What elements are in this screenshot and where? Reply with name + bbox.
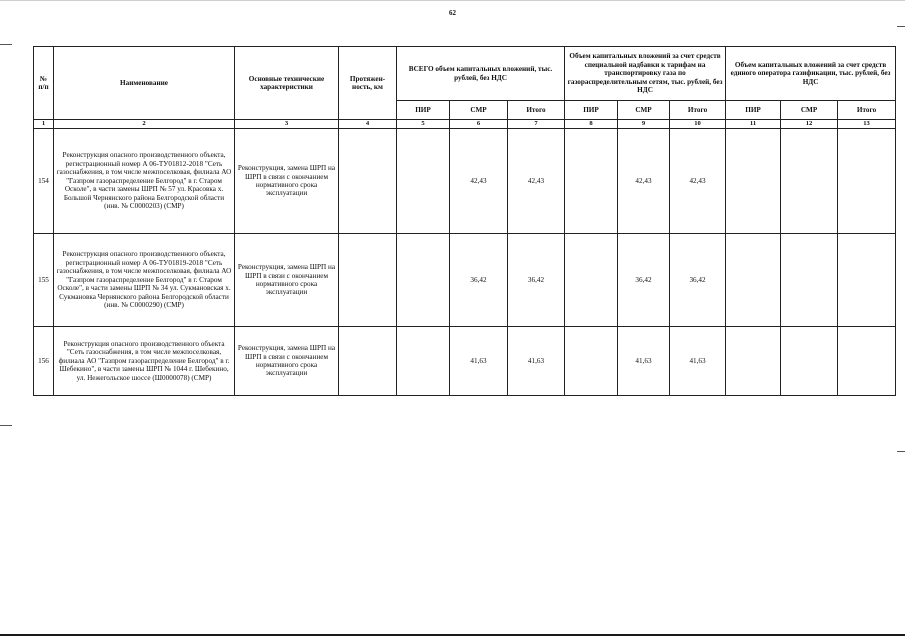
column-number: 7 — [508, 120, 565, 129]
row-op-pir — [726, 327, 781, 396]
header-op-pir: ПИР — [726, 101, 781, 120]
scan-bottom-edge — [0, 634, 905, 636]
row-tech: Реконструкция, замена ШРП на ШРП в связи с окончанием нормативного срока эксплуатации — [235, 327, 339, 396]
row-op-smr — [781, 129, 838, 234]
investment-table — [33, 46, 896, 396]
header-row — [34, 47, 896, 101]
header-op-itogo: Итого — [838, 101, 896, 120]
column-number: 10 — [670, 120, 726, 129]
table-row — [34, 129, 896, 234]
row-total-pir — [397, 327, 450, 396]
header-length: Протяжен-ность, км — [339, 47, 397, 120]
row-length — [339, 234, 397, 327]
column-number: 5 — [397, 120, 450, 129]
row-op-itogo — [838, 234, 896, 327]
table-row — [34, 327, 896, 396]
header-name: Наименование — [54, 47, 235, 120]
row-sur-pir — [565, 129, 618, 234]
column-number: 12 — [781, 120, 838, 129]
header-total-group: ВСЕГО объем капитальных вложений, тыс. рублей, без НДС — [397, 47, 565, 101]
scan-top-edge — [0, 0, 905, 1]
page-number: 62 — [449, 9, 456, 17]
row-number: 156 — [34, 327, 54, 396]
scan-right-mark — [897, 451, 905, 452]
header-total-pir: ПИР — [397, 101, 450, 120]
header-num: № п/п — [34, 47, 54, 120]
row-name: Реконструкция опасного производственного объекта "Сеть газоснабжения, в том числе межпоселковая, филиала АО "Газпром газораспределение Белгород" в г. Шебекино", в части замены ШРП № 1044 г. Шебекино, ул. Нежегольское шоссе (Ш0000078) (СМР) — [54, 327, 235, 396]
row-op-itogo — [838, 327, 896, 396]
column-number: 8 — [565, 120, 618, 129]
row-sur-itogo: 41,63 — [670, 327, 726, 396]
header-surcharge-group: Объем капитальных вложений за счет средств специальной надбавки к тарифам на транспортировку газа по газораспределительным сетям, тыс. рублей, без НДС — [565, 47, 726, 101]
row-op-pir — [726, 129, 781, 234]
scan-left-mark — [0, 425, 12, 426]
header-total-smr: СМР — [450, 101, 508, 120]
row-sur-itogo: 42,43 — [670, 129, 726, 234]
row-total-smr: 41,63 — [450, 327, 508, 396]
table-row — [34, 234, 896, 327]
row-length — [339, 129, 397, 234]
column-number: 4 — [339, 120, 397, 129]
row-total-pir — [397, 129, 450, 234]
row-tech: Реконструкция, замена ШРП на ШРП в связи с окончанием нормативного срока эксплуатации — [235, 234, 339, 327]
row-number: 154 — [34, 129, 54, 234]
row-op-smr — [781, 327, 838, 396]
row-length — [339, 327, 397, 396]
column-number: 2 — [54, 120, 235, 129]
row-sur-itogo: 36,42 — [670, 234, 726, 327]
row-sur-smr: 41,63 — [618, 327, 670, 396]
header-sur-smr: СМР — [618, 101, 670, 120]
row-total-itogo: 42,43 — [508, 129, 565, 234]
row-total-itogo: 41,63 — [508, 327, 565, 396]
row-op-itogo — [838, 129, 896, 234]
row-total-itogo: 36,42 — [508, 234, 565, 327]
column-number: 3 — [235, 120, 339, 129]
row-name: Реконструкция опасного производственного объекта, регистрационный номер А 06-ТУ01819-2018 "Сеть газоснабжения, в том числе межпоселковая, филиала АО "Газпром газораспределение Белгород" в г. Старом Осколе", в части замены ШРП № 34 ул. Сукмановская х. Сукмановка Чернянского района Белгородской области (инв. № С0000290) (СМР) — [54, 234, 235, 327]
scan-left-mark — [0, 44, 12, 45]
header-total-itogo: Итого — [508, 101, 565, 120]
column-number: 6 — [450, 120, 508, 129]
row-number: 155 — [34, 234, 54, 327]
header-operator-group: Объем капитальных вложений за счет средств единого оператора газификации, тыс. рублей, без НДС — [726, 47, 896, 101]
row-total-smr: 36,42 — [450, 234, 508, 327]
row-sur-pir — [565, 327, 618, 396]
row-sur-smr: 36,42 — [618, 234, 670, 327]
row-op-smr — [781, 234, 838, 327]
row-tech: Реконструкция, замена ШРП на ШРП в связи с окончанием нормативного срока эксплуатации — [235, 129, 339, 234]
header-sur-pir: ПИР — [565, 101, 618, 120]
header-op-smr: СМР — [781, 101, 838, 120]
row-op-pir — [726, 234, 781, 327]
column-number: 13 — [838, 120, 896, 129]
row-sur-smr: 42,43 — [618, 129, 670, 234]
header-sur-itogo: Итого — [670, 101, 726, 120]
column-number: 1 — [34, 120, 54, 129]
column-number-row — [34, 120, 896, 129]
header-tech: Основные технические характеристики — [235, 47, 339, 120]
column-number: 11 — [726, 120, 781, 129]
scan-right-mark — [897, 26, 905, 27]
row-total-smr: 42,43 — [450, 129, 508, 234]
row-name: Реконструкция опасного производственного объекта, регистрационный номер А 06-ТУ01812-2018 "Сеть газоснабжения, в том числе межпоселковая, филиала АО "Газпром газораспределение Белгород" в г. Старом Осколе", в части замены ШРП № 57 ул. Красовка х. Большой Чернянского района Белгородской области (инв. № С0000203) (СМР) — [54, 129, 235, 234]
column-number: 9 — [618, 120, 670, 129]
row-sur-pir — [565, 234, 618, 327]
row-total-pir — [397, 234, 450, 327]
